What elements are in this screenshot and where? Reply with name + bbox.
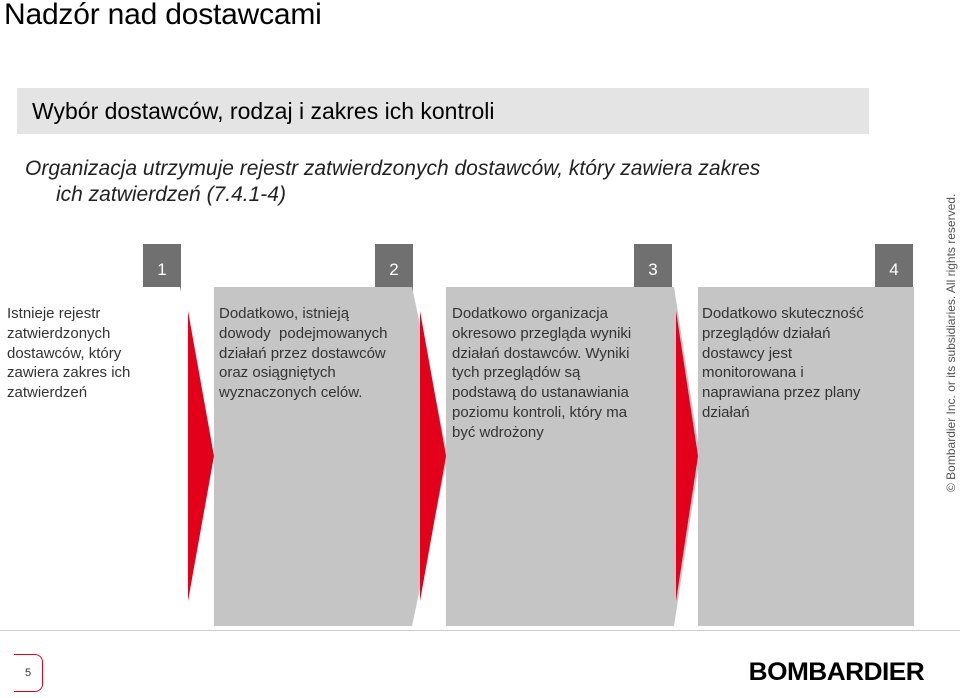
step-1-line: zawiera zakres ich bbox=[7, 364, 131, 382]
step-3-line: działań dostawców. Wyniki bbox=[452, 344, 630, 362]
step-1-arrow bbox=[180, 287, 216, 626]
step-number-4: 4 bbox=[875, 244, 913, 296]
step-4-line: przeglądów działań bbox=[702, 324, 831, 342]
subtitle: Wybór dostawców, rodzaj i zakres ich kontroli bbox=[32, 98, 495, 124]
step-4-line: Dodatkowo skuteczność bbox=[702, 305, 864, 322]
step-3-line: podstawą do ustanawiania bbox=[452, 384, 629, 402]
page-number: 5 bbox=[14, 654, 43, 692]
step-2-line: działań przez dostawców bbox=[219, 344, 386, 362]
step-3-line: tych przeglądów są bbox=[452, 364, 581, 382]
intro-text bbox=[25, 156, 895, 208]
step-3-text bbox=[452, 304, 631, 443]
step-1-line: zatwierdzonych bbox=[7, 324, 111, 342]
step-2-text bbox=[219, 304, 387, 403]
step-4-line: monitorowana i bbox=[702, 364, 804, 382]
step-4-panel bbox=[698, 287, 914, 626]
copyright-notice: © Bombardier Inc. or its subsidiaries. All rights reserved. bbox=[944, 193, 958, 492]
step-3-arrow bbox=[674, 287, 700, 626]
step-2-line: wyznaczonych celów. bbox=[219, 384, 363, 402]
step-3-line: Dodatkowo organizacja bbox=[452, 305, 608, 322]
intro-line-1: Organizacja utrzymuje rejestr zatwierdzonych dostawców, który zawiera zakres bbox=[25, 157, 761, 180]
step-3-panel bbox=[446, 287, 674, 626]
step-2-panel bbox=[214, 287, 412, 626]
step-2-line: Dodatkowo, istnieją bbox=[219, 305, 350, 322]
step-number-2: 2 bbox=[375, 244, 413, 296]
step-1-line: zatwierdzeń bbox=[7, 384, 88, 402]
step-4-line: działań bbox=[702, 403, 750, 421]
step-2-arrow bbox=[412, 287, 448, 626]
page-title: Nadzór nad dostawcami bbox=[4, 0, 322, 31]
step-4-line: naprawiana przez plany bbox=[702, 384, 861, 402]
step-1-text bbox=[7, 304, 130, 403]
bombardier-logo: BOMBARDIER bbox=[748, 658, 924, 686]
step-4-text bbox=[702, 304, 864, 423]
step-3-line: okresowo przegląda wyniki bbox=[452, 324, 632, 342]
step-number-1: 1 bbox=[143, 244, 181, 296]
step-3-line: być wdrożony bbox=[452, 423, 544, 441]
step-number-3: 3 bbox=[634, 244, 672, 296]
intro-line-2: ich zatwierdzeń (7.4.1-4) bbox=[56, 183, 286, 206]
step-1-line: dostawców, który bbox=[7, 344, 122, 362]
step-2-line: oraz osiągniętych bbox=[219, 364, 336, 382]
step-2-line: dowody podejmowanych bbox=[219, 324, 388, 342]
step-4-line: dostawcy jest bbox=[702, 344, 793, 362]
step-3-line: poziomu kontroli, który ma bbox=[452, 403, 628, 421]
step-1-panel bbox=[0, 287, 180, 626]
step-1-line: Istnieje rejestr bbox=[7, 305, 101, 322]
